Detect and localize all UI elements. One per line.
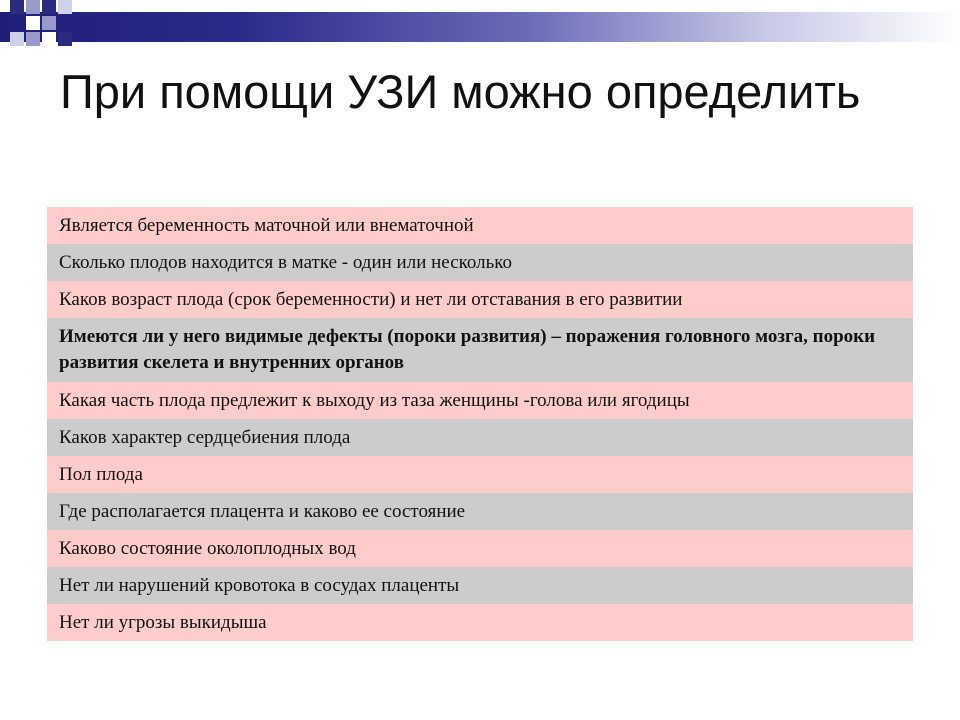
- table-row: [47, 244, 913, 281]
- decor-square: [42, 0, 56, 14]
- row-text: Где располагается плацента и каково ее состояние: [59, 500, 466, 522]
- table-row: [47, 382, 913, 419]
- row-text: Каково состояние околоплодных вод: [59, 537, 356, 559]
- decor-square: [58, 0, 72, 14]
- table-row: [47, 456, 913, 493]
- row-text: Является беременность маточной или внематочной: [59, 214, 474, 236]
- decor-square: [42, 32, 56, 46]
- row-text: Нет ли нарушений кровотока в сосудах плаценты: [59, 574, 460, 596]
- row-text: Нет ли угрозы выкидыша: [59, 611, 267, 633]
- row-text: Какая часть плода предлежит к выходу из таза женщины -голова или ягодицы: [59, 389, 690, 411]
- table-row: [47, 207, 913, 244]
- decor-square: [26, 0, 40, 14]
- table-row: [47, 493, 913, 530]
- table-row: [47, 419, 913, 456]
- row-text: Пол плода: [59, 463, 143, 485]
- row-text: Каков возраст плода (срок беременности) и нет ли отставания в его развитии: [59, 288, 683, 310]
- table-row: [47, 604, 913, 641]
- row-text: Каков характер сердцебиения плода: [59, 426, 351, 448]
- decor-square: [10, 32, 24, 46]
- decor-square: [10, 0, 24, 14]
- decor-square: [26, 16, 40, 30]
- row-text: Сколько плодов находится в матке - один или несколько: [59, 251, 513, 273]
- row-text: Имеются ли у него видимые дефекты (пороки развития) – поражения головного мозга, пороки развития скелета и внутренних органов: [59, 326, 876, 373]
- content-table: [47, 207, 913, 641]
- table-row: [47, 567, 913, 604]
- table-row: [47, 318, 913, 382]
- slide-title: При помощи УЗИ можно определить: [60, 65, 861, 118]
- table-row: [47, 530, 913, 567]
- table-row: [47, 281, 913, 318]
- header-decor-band: [0, 12, 960, 42]
- decor-square: [58, 32, 72, 46]
- decor-square: [42, 16, 56, 30]
- decor-square: [26, 32, 40, 46]
